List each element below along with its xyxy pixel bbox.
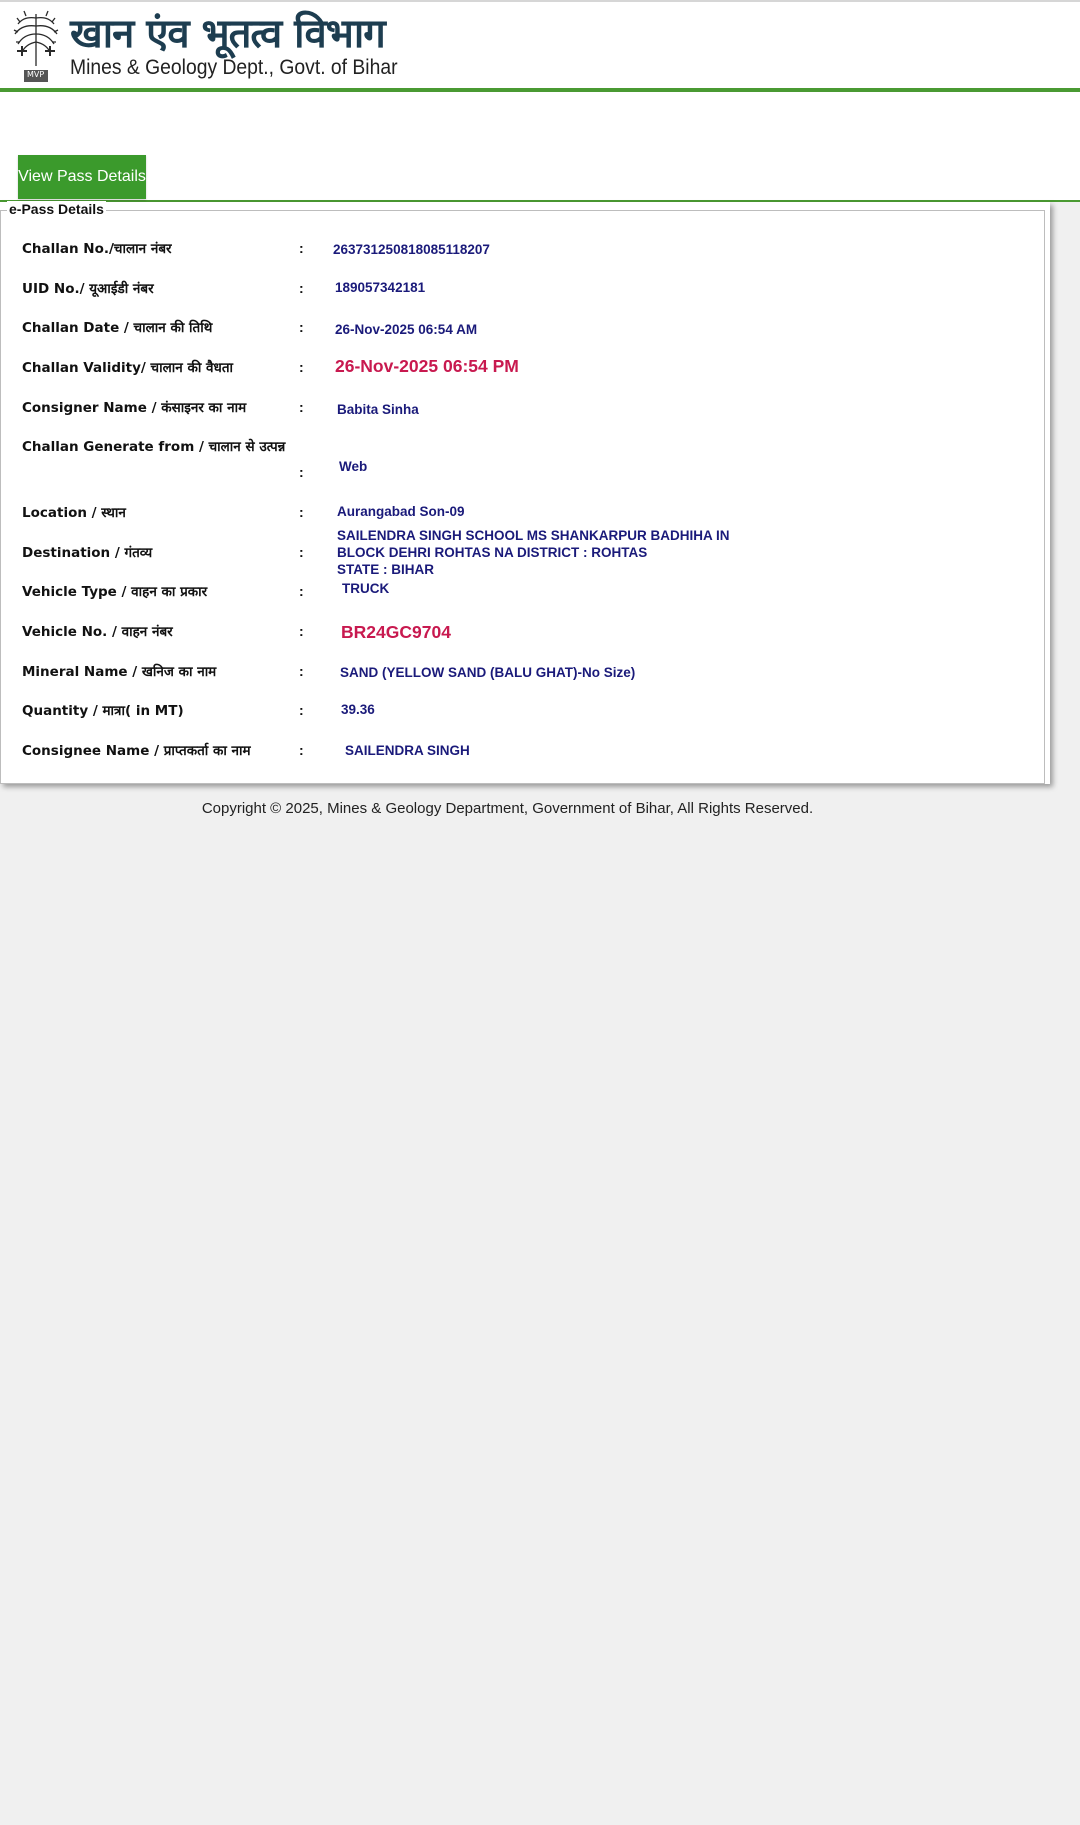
detail-separator: : xyxy=(299,399,304,415)
vehicle-type-value: TRUCK xyxy=(342,581,390,596)
destination-line: STATE : BIHAR xyxy=(337,562,434,577)
detail-label: Challan Generate from / चालान से उत्पन्न xyxy=(22,439,286,455)
destination-line: BLOCK DEHRI ROHTAS NA DISTRICT : ROHTAS xyxy=(337,545,648,560)
detail-separator: : xyxy=(299,544,304,560)
detail-separator: : xyxy=(299,742,304,758)
detail-label: Consignee Name / प्राप्तकर्ता का नाम xyxy=(22,743,251,759)
detail-separator: : xyxy=(299,359,304,375)
detail-label: Challan Validity/ चालान की वैधता xyxy=(22,360,234,376)
site-header xyxy=(0,0,1080,92)
location-value: Aurangabad Son-09 xyxy=(337,504,465,519)
bihar-emblem-logo-icon xyxy=(10,6,62,86)
generate-from-value: Web xyxy=(339,459,368,474)
department-title-english: Mines & Geology Dept., Govt. of Bihar xyxy=(70,56,398,79)
department-title-hindi: खान एंव भूतत्व विभाग xyxy=(70,11,385,57)
consigner-name-value: Babita Sinha xyxy=(337,402,419,417)
detail-label: Quantity / मात्रा( in MT) xyxy=(22,703,184,719)
destination-line: SAILENDRA SINGH SCHOOL MS SHANKARPUR BADHIHA IN xyxy=(337,528,730,543)
vehicle-no-value: BR24GC9704 xyxy=(341,622,451,642)
epass-details-panel xyxy=(0,202,1050,784)
quantity-value: 39.36 xyxy=(341,702,375,717)
view-pass-details-button[interactable]: View Pass Details xyxy=(18,155,146,199)
detail-separator: : xyxy=(299,319,304,335)
detail-label: Challan Date / चालान की तिथि xyxy=(22,320,213,336)
detail-separator: : xyxy=(299,280,304,296)
challan-date-value: 26-Nov-2025 06:54 AM xyxy=(335,322,478,337)
detail-label: Vehicle Type / वाहन का प्रकार xyxy=(22,584,208,600)
detail-label: Consigner Name / कंसाइनर का नाम xyxy=(22,400,247,416)
detail-separator: : xyxy=(299,464,304,480)
section-legend: e-Pass Details xyxy=(9,201,104,217)
consignee-name-value: SAILENDRA SINGH xyxy=(345,743,470,758)
challan-no-value: 263731250818085118207 xyxy=(333,242,490,257)
detail-separator: : xyxy=(299,583,304,599)
tab-bar xyxy=(0,92,1080,202)
detail-label: Destination / गंतव्य xyxy=(22,545,153,561)
detail-separator: : xyxy=(299,663,304,679)
detail-separator: : xyxy=(299,240,304,256)
epass-details-fieldset xyxy=(0,201,1045,784)
detail-separator: : xyxy=(299,623,304,639)
uid-value: 189057342181 xyxy=(335,280,426,295)
detail-label: Location / स्थान xyxy=(22,505,126,521)
detail-label: Mineral Name / खनिज का नाम xyxy=(22,664,217,680)
detail-label: UID No./ यूआईडी नंबर xyxy=(22,281,154,297)
challan-validity-value: 26-Nov-2025 06:54 PM xyxy=(335,356,519,376)
destination-value xyxy=(337,527,730,578)
copyright-footer: Copyright © 2025, Mines & Geology Department, Government of Bihar, All Rights Reserved. xyxy=(201,800,814,817)
logo-label: MVP xyxy=(27,70,45,79)
detail-separator: : xyxy=(299,702,304,718)
mineral-name-value: SAND (YELLOW SAND (BALU GHAT)-No Size) xyxy=(340,665,636,680)
detail-label: Challan No./चालान नंबर xyxy=(22,241,172,257)
detail-separator: : xyxy=(299,504,304,520)
detail-label: Vehicle No. / वाहन नंबर xyxy=(22,624,173,640)
